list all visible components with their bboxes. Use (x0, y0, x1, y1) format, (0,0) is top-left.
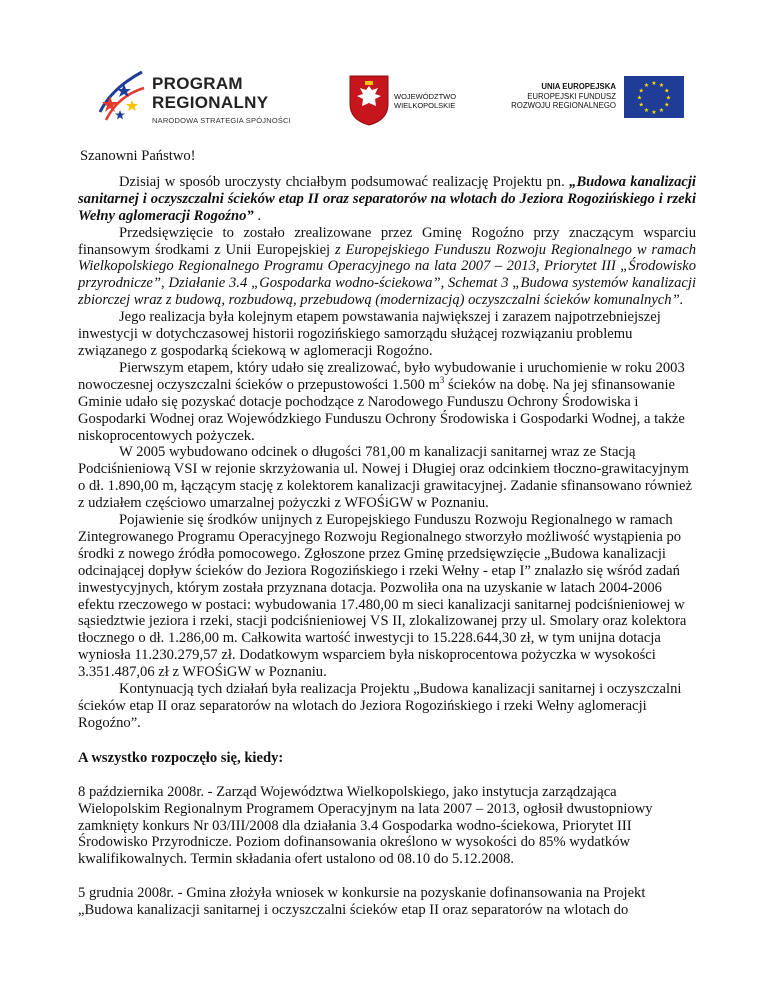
svg-text:★: ★ (638, 101, 644, 109)
eu-flag-icon (624, 76, 684, 118)
funding-program: z Europejskiego Funduszu Rozwoju Regionalnego w ramach Wielkopolskiego Regionalnego Programu Operacyjnego na lata 2007 – 2013, Priorytet III „Środowisko przyrodnicze”, Działanie 3.4 „Gospodarka wodno-ściekowa”, Schemat 3 „Budowa systemów kanalizacji zbiorczej wraz z budową, rozbudową, przebudową (modernizacją) oczyszczalni ścieków komunalnych”. (78, 241, 696, 309)
ue-text (494, 82, 616, 111)
paragraph-first-stage (78, 360, 696, 445)
intro-end: . (253, 207, 261, 224)
wojewodztwo-label: WOJEWÓDZTWO (394, 92, 457, 101)
paragraph-realization: Jego realizacja była kolejnym etapem powstawania największej i zarazem najpotrzebniejszej inwestycji w dotychczasowej historii rogozińskiego samorządu służącej rozwiązaniu problemu związanego z gospodarką ściekową w aglomeracji Rogoźno. (78, 309, 661, 359)
svg-text:★: ★ (658, 82, 665, 89)
cubic-sup: 3 (439, 374, 445, 385)
paragraph-continuation: Kontynuacją tych działań była realizacja Projektu „Budowa kanalizacji sanitarnej i oczyszczalni ścieków etap II oraz separatorów na wlotach do Jeziora Rogozińskiego i rzeki Wełny aglomeracji Rogoźno”. (78, 681, 682, 731)
paragraph-funding (78, 225, 696, 310)
regionalny-label: REGIONALNY (152, 93, 269, 112)
first-stage-text-2: ścieków na dobę. Na jej sfinansowanie Gminie udało się pozyskać dotacje pochodzące z Narodowego Funduszu Ochrony Środowiska i Gospodarki Wodnej oraz Wojewódzkiego Funduszu Ochrony Środowiska i Gospodarki Wodnej, a także niskoprocentowych pożyczek. (78, 376, 685, 444)
paragraph-2005: W 2005 wybudowano odcinek o długości 781,00 m kanalizacji sanitarnej wraz ze Stacją Podciśnieniową VSI w rejonie skrzyżowania ul. Nowej i Długiej oraz odcinkiem tłoczno-grawitacyjnym o dł. 1.890,00 m, łączącym stację z kolektorem kanalizacji grawitacyjnej. Zadanie sfinansowano również z udziałem częściowo umarzalnej pożyczki z WFOŚiGW w Poznaniu. (78, 444, 692, 512)
wielkopolskie-label: WIELKOPOLSKIE (394, 101, 456, 110)
rozwoj-label: ROZWOJU REGIONALNEGO (511, 101, 616, 110)
unia-label: UNIA EUROPEJSKA (541, 82, 616, 91)
event-2008-10-08: 8 października 2008r. - Zarząd Województwa Wielkopolskiego, jako instytucja zarządzająca Wielopolskim Regionalnym Programem Operacyjnym na lata 2007 – 2013, ogłosił dwustopniowy zamknięty konkurs Nr 03/III/2008 dla działania 3.4 Gospodarka wodno-ściekowa, Priorytet III Środowisko Przyrodnicze. Poziom dofinansowania określono w wysokości do 85% wydatków kwalifikowalnych. Termin składania ofert ustalono od 08.10 do 5.12.2008. (78, 783, 653, 868)
funding-text: Przedsięwzięcie to zostało zrealizowane przez Gminę Rogoźno przy znaczącym wsparciu finansowym środkami z Unii Europejskiej (78, 224, 696, 258)
section-heading: A wszystko rozpoczęło się, kiedy: (78, 749, 284, 766)
first-stage-text: Pierwszym etapem, który udało się zrealizować, było wybudowanie i uruchomienie w roku 2003 nowoczesnej oczyszczalni ścieków o przepustowości 1.500 m (78, 359, 685, 393)
paragraph-intro (78, 174, 696, 225)
event-2008-12-05: 5 grudnia 2008r. - Gmina złożyła wniosek w konkursie na pozyskanie dofinansowania na Projekt „Budowa kanalizacji sanitarnej i oczyszczalni ścieków etap II oraz separatorów na wlotach do (78, 885, 646, 919)
letter-body (78, 148, 696, 919)
paragraph-eu-funds: Pojawienie się środków unijnych z Europejskiego Funduszu Rozwoju Regionalnego w ramach Zintegrowanego Programu Operacyjnego Rozwoju Regionalnego stworzyło możliwość wystąpienia po środki z nowego źródła pomocowego. Zgłoszone przez Gminę przedsięwzięcie „Budowa kanalizacji odcinającej dopływ ścieków do Jeziora Rogozińskiego i rzeki Wełny - etap I” znalazło się wśród zadań inwestycyjnych, którym została przyznana dotacja. Pozwoliła ona na uzyskanie w latach 2004-2006 efektu rzeczowego w postaci: wybudowania 17.480,00 m sieci kanalizacji sanitarnej podciśnieniowej w sąsiedztwie jeziora i rzeki, stacji podciśnieniowej VS II, zlokalizowanej przy ul. Smolary oraz kolektora tłocznego o dł. 1.286,00 m. Całkowita wartość inwestycji to 15.228.644,30 zł, w tym unijna dotacja wyniosła 11.230.279,57 zł. Dodatkowym wsparciem była niskoprocentowa pożyczka w wysokości 3.351.487,06 zł z WFOŚiGW w Poznaniu. (78, 512, 687, 681)
program-label: PROGRAM (152, 74, 243, 93)
strategia-label: NARODOWA STRATEGIA SPÓJNOŚCI (152, 116, 291, 125)
program-regionalny-logo (96, 66, 326, 136)
project-title: „Budowa kanalizacji sanitarnej i oczyszczalni ścieków etap II oraz separatorów na wlotach do Jeziora Rogozińskiego i rzeki Wełny aglomeracji Rogoźno” (78, 173, 696, 224)
svg-text:★: ★ (665, 94, 672, 102)
svg-text:★: ★ (651, 109, 657, 116)
salutation: Szanowni Państwo! (80, 148, 196, 164)
svg-text:★: ★ (651, 80, 657, 87)
logo-bar (96, 62, 676, 140)
svg-text:★: ★ (664, 87, 670, 95)
eagle-crest-icon (348, 74, 390, 126)
svg-text:★: ★ (643, 82, 650, 89)
svg-text:★: ★ (664, 101, 670, 109)
wojewodztwo-logo (346, 62, 476, 138)
svg-text:★: ★ (636, 94, 643, 102)
fundusz-label: EUROPEJSKI FUNDUSZ (527, 91, 616, 101)
svg-text:★: ★ (638, 87, 644, 95)
intro-text: Dzisiaj w sposób uroczysty chciałbym podsumować realizację Projektu pn. (119, 173, 570, 190)
stars-emblem-icon (96, 66, 150, 128)
svg-text:★: ★ (658, 107, 665, 114)
svg-text:★: ★ (643, 107, 650, 114)
